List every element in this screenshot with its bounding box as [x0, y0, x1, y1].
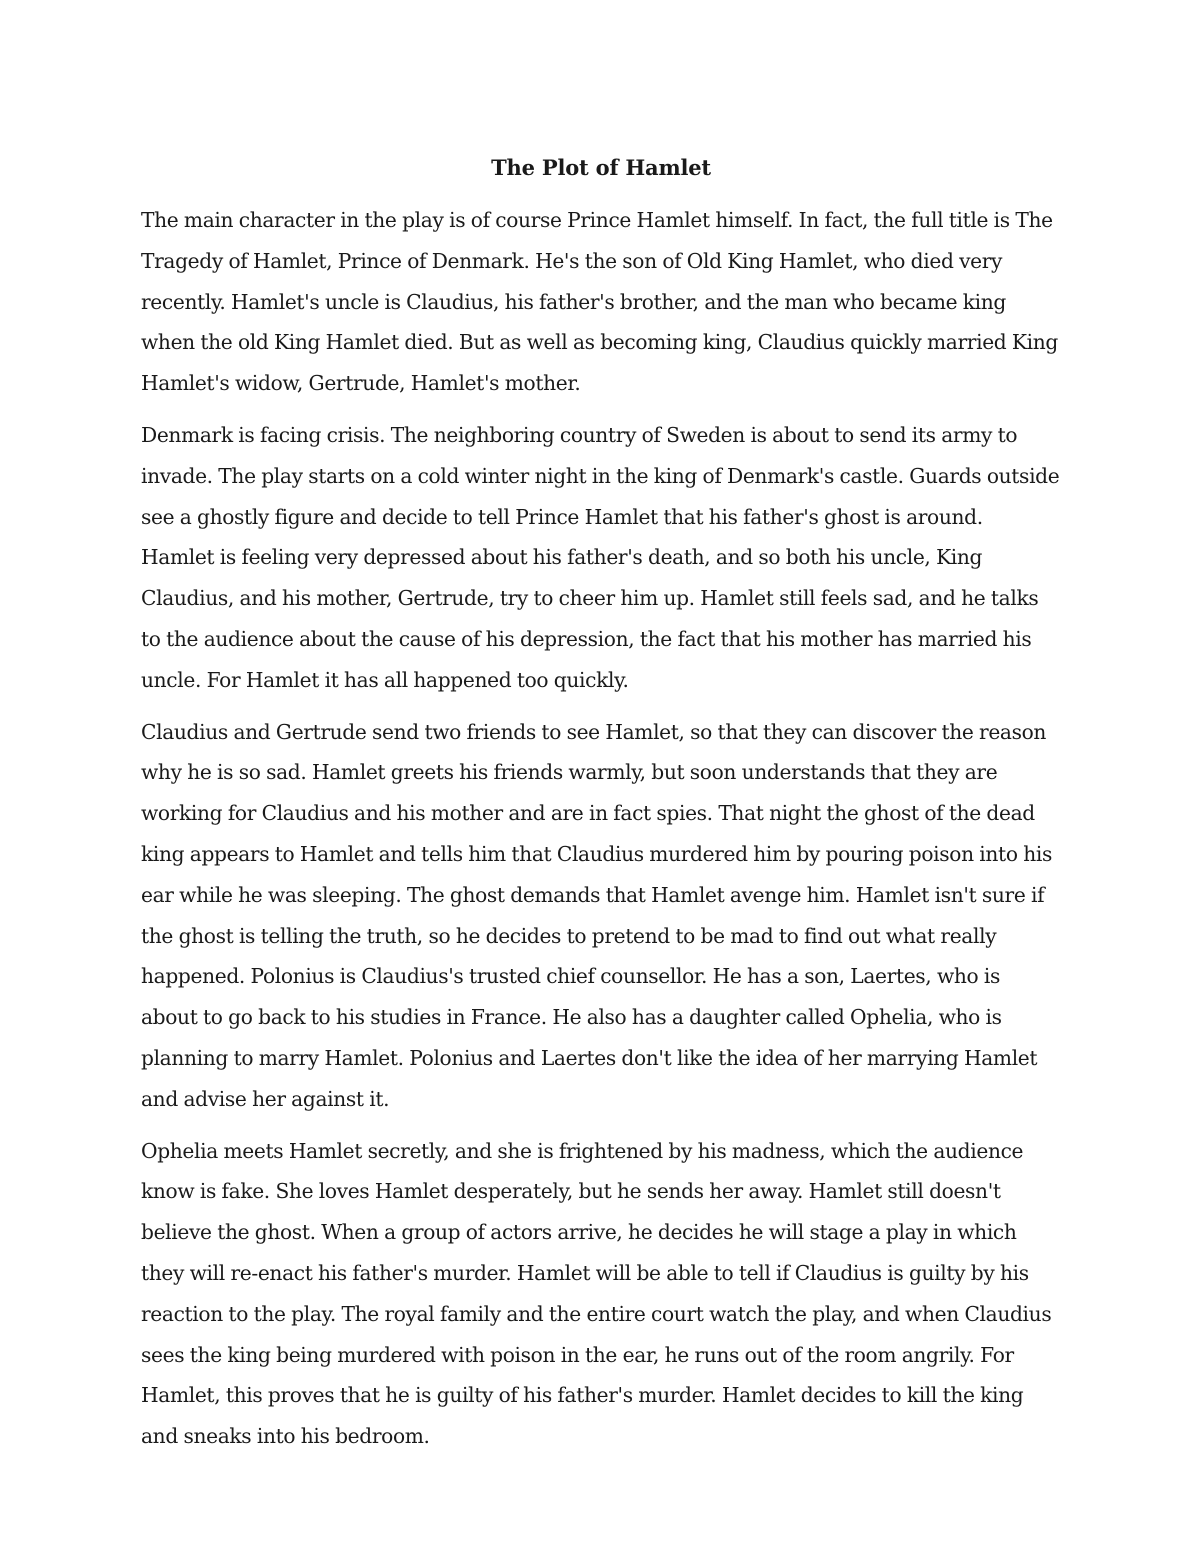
paragraph-1: The main character in the play is of course Prince Hamlet himself. In fact, the full title is The Tragedy of Hamlet, Prince of Denmark. He's the son of Old King Hamlet, who died very recently. Hamlet's uncle is Claudius, his father's brother, and the man who became king when the old King Hamlet died. But as well as becoming king, Claudius quickly married King Hamlet's widow, Gertrude, Hamlet's mother. — [141, 208, 1058, 396]
document-body — [141, 150, 1061, 1468]
paragraph-4: Ophelia meets Hamlet secretly, and she is frightened by his madness, which the audience know is fake. She loves Hamlet desperately, but he sends her away. Hamlet still doesn't believe the ghost. When a group of actors arrive, he decides he will stage a play in which they will re-enact his father's murder. Hamlet will be able to tell if Claudius is guilty by his reaction to the play. The royal family and the entire court watch the play, and when Claudius sees the king being murdered with poison in the ear, he runs out of the room angrily. For Hamlet, this proves that he is guilty of his father's murder. Hamlet decides to kill the king and sneaks into his bedroom. — [141, 1138, 1052, 1449]
paragraph-2: Denmark is facing crisis. The neighboring country of Sweden is about to send its army to invade. The play starts on a cold winter night in the king of Denmark's castle. Guards outside see a ghostly figure and decide to tell Prince Hamlet that his father's ghost is around. Hamlet is feeling very depressed about his father's death, and so both his uncle, King Claudius, and his mother, Gertrude, try to cheer him up. Hamlet still feels sad, and he talks to the audience about the cause of his depression, the fact that his mother has married his uncle. For Hamlet it has all happened too quickly. — [141, 422, 1060, 692]
document-title: The Plot of Hamlet — [491, 155, 711, 180]
paragraph-3: Claudius and Gertrude send two friends to see Hamlet, so that they can discover the reason why he is so sad. Hamlet greets his friends warmly, but soon understands that they are working for Claudius and his mother and are in fact spies. That night the ghost of the dead king appears to Hamlet and tells him that Claudius murdered him by pouring poison into his ear while he was sleeping. The ghost demands that Hamlet avenge him. Hamlet isn't sure if the ghost is telling the truth, so he decides to pretend to be mad to find out what really happened. Polonius is Claudius's trusted chief counsellor. He has a son, Laertes, who is about to go back to his studies in France. He also has a daughter called Ophelia, who is planning to marry Hamlet. Polonius and Laertes don't like the idea of her marrying Hamlet and advise her against it. — [141, 719, 1052, 1111]
